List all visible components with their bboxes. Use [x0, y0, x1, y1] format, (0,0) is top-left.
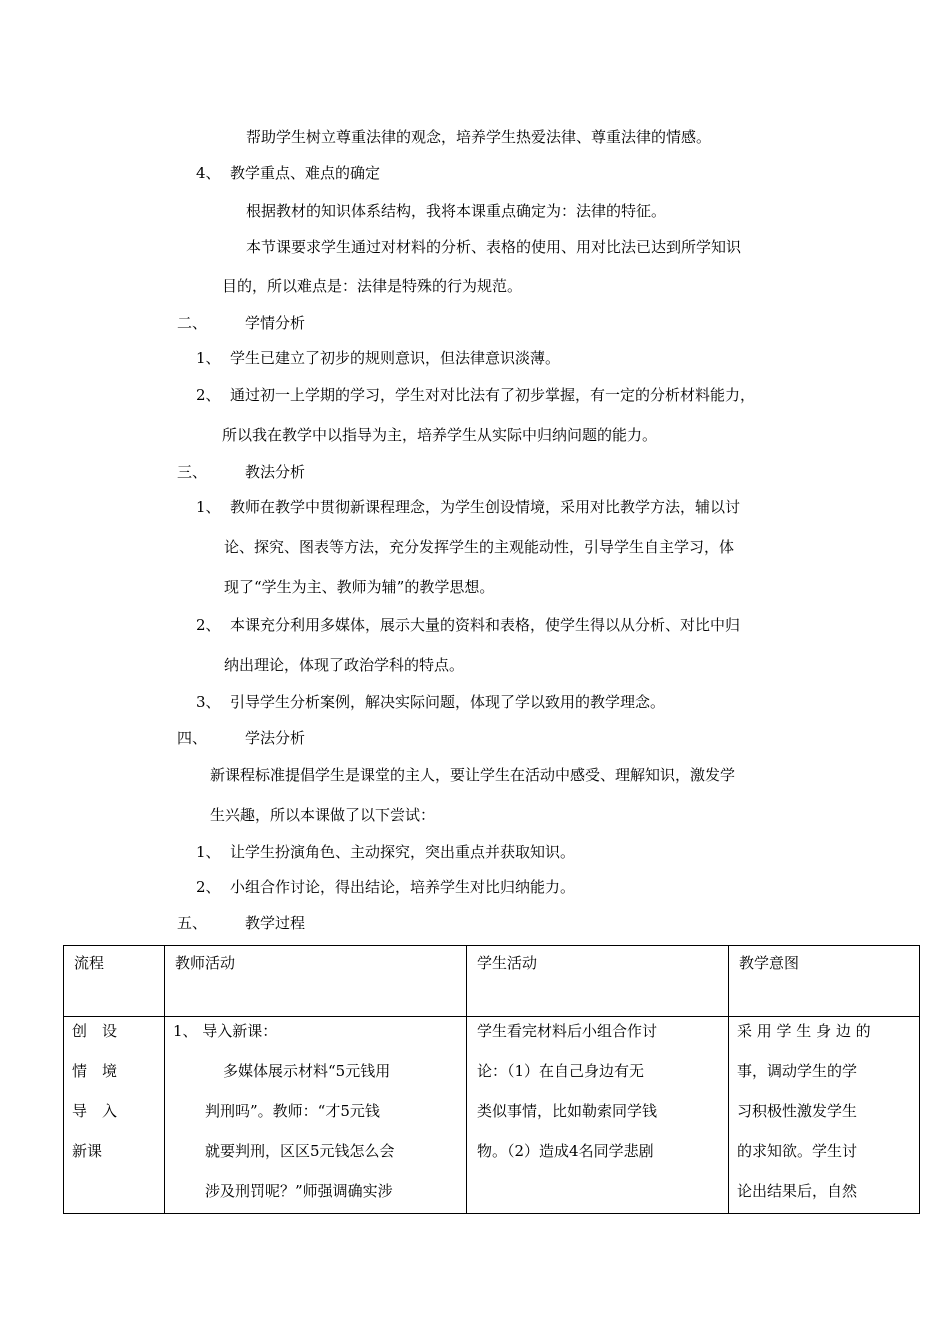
- sec3-item1-l3: 现了“学生为主、教师为辅”的教学思想。: [224, 578, 495, 596]
- sec2-item1-num: 1、: [196, 349, 221, 367]
- item4-heading: [196, 163, 380, 183]
- sec3-item3-num: 3、: [196, 693, 221, 711]
- student-activity-cell: [467, 1017, 729, 1214]
- sec4-p2: 生兴趣，所以本课做了以下尝试：: [210, 806, 436, 824]
- sec2-num: 二、: [177, 314, 208, 332]
- sec4-item2-text: 小组合作讨论，得出结论，培养学生对比归纳能力。: [230, 878, 576, 896]
- item4-num: 4、: [196, 164, 221, 182]
- sec4-item1-num: 1、: [196, 843, 221, 861]
- sec2-item1: [196, 348, 560, 368]
- sec4-heading: [177, 728, 305, 748]
- flow-line: 情 境: [72, 1062, 118, 1080]
- sec2-heading: [177, 313, 305, 333]
- flow-line: 导 入: [72, 1102, 118, 1120]
- sec3-item2: [196, 615, 740, 635]
- teacher-activity-cell: [165, 1017, 467, 1214]
- header-teacher: 教师活动: [165, 946, 467, 1017]
- sec3-item2-l2: 纳出理论，体现了政治学科的特点。: [224, 656, 465, 674]
- intent-line: 习积极性激发学生: [737, 1102, 858, 1120]
- teacher-line: 涉及刑罚呢？”师强调确实涉: [205, 1182, 393, 1200]
- sec4-num: 四、: [177, 729, 208, 747]
- header-flow: 流程: [64, 946, 165, 1017]
- intro-line: 帮助学生树立尊重法律的观念，培养学生热爱法律、尊重法律的情感。: [246, 128, 712, 146]
- teacher-line: 就要判刑，区区5元钱怎么会: [205, 1142, 395, 1160]
- sec4-title: 学法分析: [245, 729, 306, 747]
- sec5-heading: [177, 913, 305, 933]
- intent-cell: [729, 1017, 920, 1214]
- sec3-title: 教法分析: [245, 463, 306, 481]
- teacher-line: 多媒体展示材料“5元钱用: [193, 1062, 391, 1080]
- item4-p2b: 目的，所以难点是：法律是特殊的行为规范。: [222, 277, 523, 295]
- sec2-item2-cont: 所以我在教学中以指导为主，培养学生从实际中归纳问题的能力。: [222, 426, 658, 444]
- sec2-item2: [196, 385, 755, 405]
- sec3-item1: [196, 497, 740, 517]
- sec4-item1: [196, 842, 575, 862]
- sec4-item2: [196, 877, 575, 897]
- flow-line: 创 设: [72, 1022, 118, 1040]
- header-intent: 教学意图: [729, 946, 920, 1017]
- sec3-item1-num: 1、: [196, 498, 221, 516]
- sec3-num: 三、: [177, 463, 208, 481]
- student-line: 学生看完材料后小组合作讨: [477, 1022, 658, 1040]
- sec3-heading: [177, 462, 305, 482]
- student-line: 类似事情，比如勒索同学钱: [477, 1102, 658, 1120]
- intent-line: 论出结果后，自然: [737, 1182, 858, 1200]
- sec2-item2-num: 2、: [196, 386, 221, 404]
- table-header-row: [64, 946, 920, 1017]
- sec3-item1-l2: 论、探究、图表等方法，充分发挥学生的主观能动性，引导学生自主学习，体: [224, 538, 735, 556]
- item4-p1: 根据教材的知识体系结构，我将本课重点确定为：法律的特征。: [246, 202, 667, 220]
- sec2-item2-text: 通过初一上学期的学习，学生对对比法有了初步掌握，有一定的分析材料能力，: [230, 386, 756, 404]
- intent-line: 的求知欲。学生讨: [737, 1142, 858, 1160]
- sec5-title: 教学过程: [245, 914, 306, 932]
- item4-title: 教学重点、难点的确定: [230, 164, 381, 182]
- sec2-item1-text: 学生已建立了初步的规则意识，但法律意识淡薄。: [230, 349, 561, 367]
- flow-cell: [64, 1017, 165, 1214]
- intent-line: 事，调动学生的学: [737, 1062, 858, 1080]
- sec3-item2-l1: 本课充分利用多媒体，展示大量的资料和表格，使学生得以从分析、对比中归: [230, 616, 741, 634]
- teacher-line: 1、 导入新课：: [173, 1022, 278, 1040]
- table-row: [64, 1017, 920, 1214]
- sec5-num: 五、: [177, 914, 208, 932]
- sec3-item2-num: 2、: [196, 616, 221, 634]
- sec4-item2-num: 2、: [196, 878, 221, 896]
- header-student: 学生活动: [467, 946, 729, 1017]
- sec3-item3-l1: 引导学生分析案例，解决实际问题，体现了学以致用的教学理念。: [230, 693, 666, 711]
- item4-p2a: 本节课要求学生通过对材料的分析、表格的使用、用对比法已达到所学知识: [246, 238, 742, 256]
- sec3-item1-l1: 教师在教学中贯彻新课程理念，为学生创设情境，采用对比教学方法，辅以讨: [230, 498, 741, 516]
- intent-line: 采 用 学 生 身 边 的: [737, 1022, 871, 1040]
- sec2-title: 学情分析: [245, 314, 306, 332]
- sec4-item1-text: 让学生扮演角色、主动探究，突出重点并获取知识。: [230, 843, 576, 861]
- student-line: 物。（2）造成4名同学悲剧: [477, 1142, 654, 1160]
- teaching-process-table: [63, 945, 920, 1214]
- student-line: 论：（1）在自己身边有无: [477, 1062, 645, 1080]
- flow-line: 新课: [72, 1142, 103, 1160]
- sec3-item3: [196, 692, 665, 712]
- sec4-p1: 新课程标准提倡学生是课堂的主人，要让学生在活动中感受、理解知识，激发学: [210, 766, 736, 784]
- teacher-line: 判刑吗”。教师：“才5元钱: [205, 1102, 380, 1120]
